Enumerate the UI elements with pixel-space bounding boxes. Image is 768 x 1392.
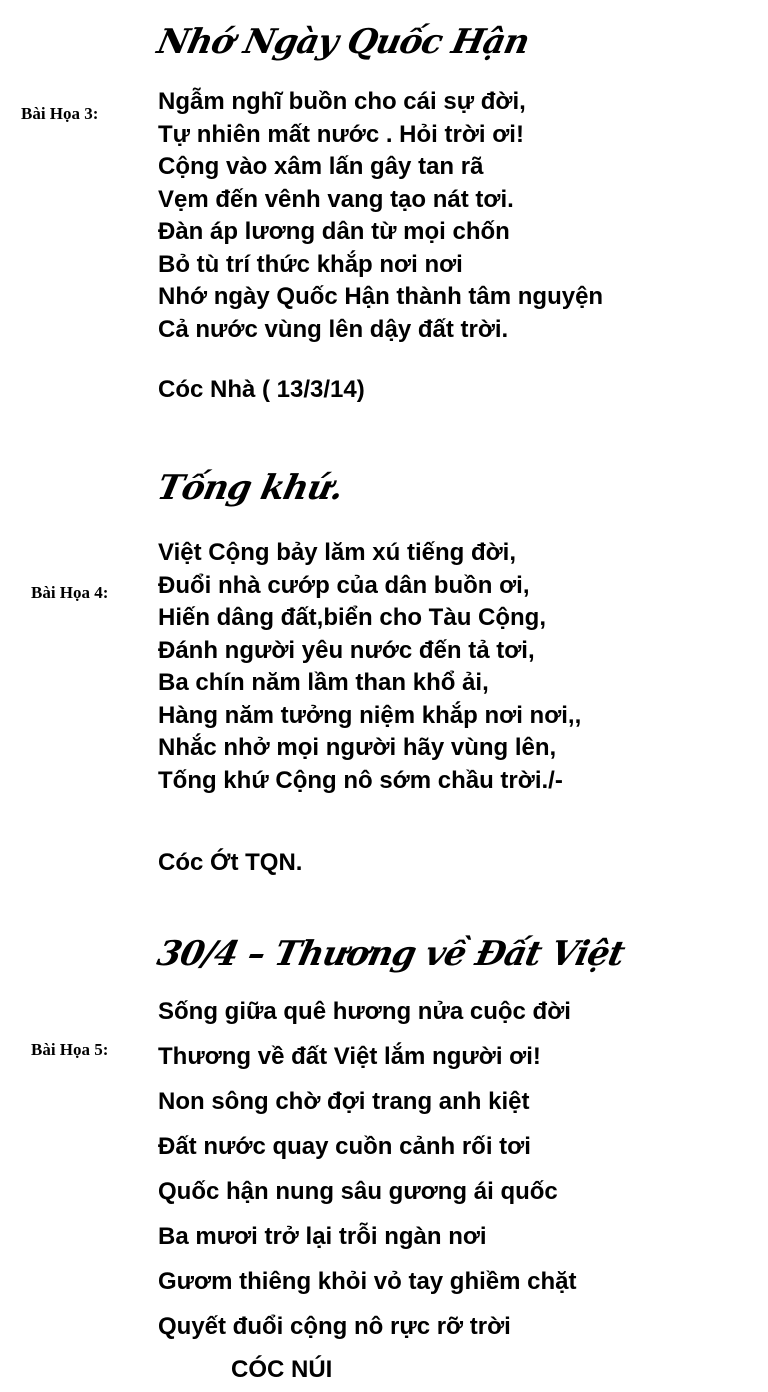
poem-stanza-1 bbox=[158, 86, 603, 346]
poem-line: Gươm thiêng khỏi vỏ tay ghiềm chặt bbox=[158, 1268, 577, 1295]
poem-line: Hàng năm tưởng niệm khắp nơi nơi,, bbox=[158, 701, 582, 729]
poem-line: Non sông chờ đợi trang anh kiệt bbox=[158, 1088, 530, 1115]
poem-title-2: Tống khứ. bbox=[153, 468, 347, 508]
poem-line: Đàn áp lương dân từ mọi chốn bbox=[158, 218, 510, 245]
poem-line: Quốc hận nung sâu gương ái quốc bbox=[158, 1178, 558, 1205]
poem-label-2: Bài Họa 4: bbox=[31, 583, 109, 602]
poem-stanza-3 bbox=[158, 989, 577, 1349]
poem-line: Ngẫm nghĩ buồn cho cái sự đời, bbox=[158, 88, 526, 115]
poem-line: Thương về đất Việt lắm người ơi! bbox=[158, 1043, 541, 1070]
poem-signature-3: CÓC NÚI bbox=[231, 1356, 333, 1383]
poem-title-1: Nhớ Ngày Quốc Hận bbox=[153, 22, 533, 62]
poem-signature-2: Cóc Ớt TQN. bbox=[158, 849, 303, 876]
poem-line: Vẹm đến vênh vang tạo nát tơi. bbox=[158, 185, 514, 213]
poem-line: Ba chín năm lầm than khổ ải, bbox=[158, 669, 489, 696]
poem-line: Hiến dâng đất,biển cho Tàu Cộng, bbox=[158, 604, 546, 631]
poem-signature-1: Cóc Nhà ( 13/3/14) bbox=[158, 376, 365, 403]
poem-label-3: Bài Họa 5: bbox=[31, 1040, 109, 1059]
poem-line: Đất nước quay cuồn cảnh rối tơi bbox=[158, 1133, 531, 1160]
poem-line: Tự nhiên mất nước . Hỏi trời ơi! bbox=[158, 120, 524, 148]
poem-line: Cả nước vùng lên dậy đất trời. bbox=[158, 315, 509, 343]
poem-line: Quyết đuổi cộng nô rực rỡ trời bbox=[158, 1313, 511, 1340]
poem-stanza-2 bbox=[158, 537, 581, 797]
poem-line: Sống giữa quê hương nửa cuộc đời bbox=[158, 998, 571, 1025]
poem-line: Nhắc nhở mọi người hãy vùng lên, bbox=[158, 734, 557, 761]
poem-line: Ba mươi trở lại trỗi ngàn nơi bbox=[158, 1223, 487, 1250]
poem-line: Nhớ ngày Quốc Hận thành tâm nguyện bbox=[158, 283, 604, 310]
poem-line: Bỏ tù trí thức khắp nơi nơi bbox=[158, 250, 463, 278]
poem-line: Cộng vào xâm lấn gây tan rã bbox=[158, 153, 484, 180]
poem-line: Tống khứ Cộng nô sớm chầu trời./- bbox=[158, 766, 563, 794]
poem-label-1: Bài Họa 3: bbox=[21, 104, 99, 123]
poem-title-3: 30/4 – Thương về Đất Việt bbox=[153, 934, 628, 974]
poem-line: Đuổi nhà cướp của dân buồn ơi, bbox=[158, 571, 530, 599]
poem-line: Đánh người yêu nước đến tả tơi, bbox=[158, 636, 535, 664]
poem-line: Việt Cộng bảy lăm xú tiếng đời, bbox=[158, 539, 517, 566]
